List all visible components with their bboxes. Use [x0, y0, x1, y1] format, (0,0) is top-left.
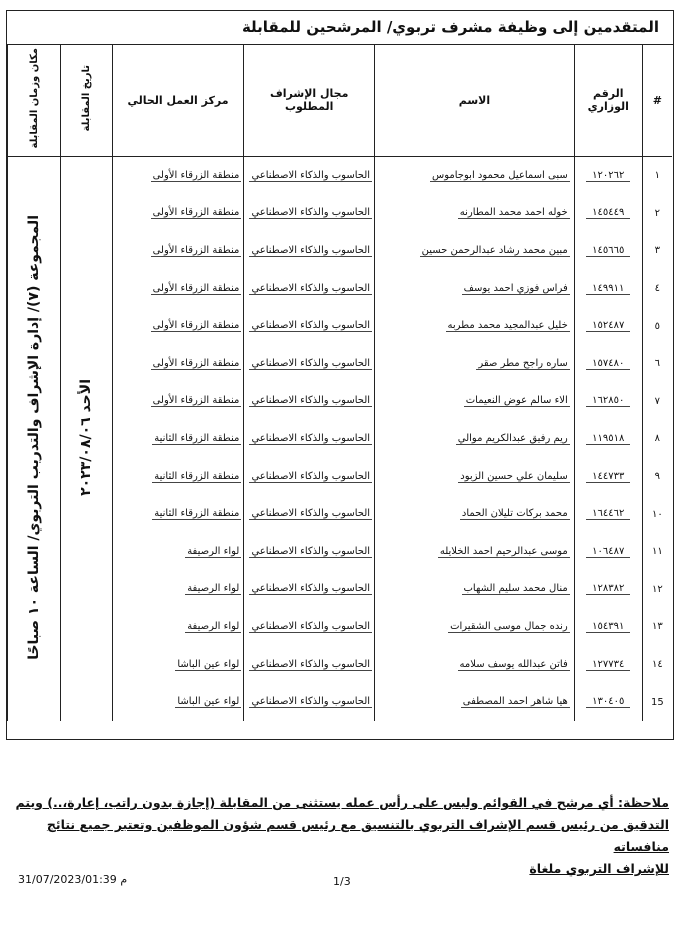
- row-id: ١٢٧٧٣٤: [586, 659, 630, 671]
- row-id: ١٣٠٤٠٥: [586, 696, 630, 708]
- row-field: الحاسوب والذكاء الاصطناعي: [251, 207, 371, 219]
- row-num: ١٣: [642, 608, 672, 646]
- row-name: موسى عبدالرحيم احمد الخلايله: [439, 545, 568, 557]
- row-center: لواء الرصيفة: [187, 583, 240, 595]
- interview-place: المجموعة (٧)/ إدارة الإشراف والتدريب التربوي/ الساعة ١٠ صباحًا: [26, 215, 43, 660]
- note-line: للإشراف التربوي ملغاة: [529, 861, 669, 876]
- footer-page-number: 1/3: [333, 875, 351, 888]
- row-center: منطقة الزرقاء الأولى: [152, 244, 240, 256]
- header-field: مجال الإشراف المطلوب: [244, 44, 375, 157]
- table-header-row: [8, 44, 673, 157]
- row-name: فاتن عبدالله يوسف سلامه: [459, 658, 568, 670]
- header-place-cell: [8, 44, 61, 157]
- row-name: محمد بركات تليلان الحماد: [461, 508, 568, 520]
- row-name: خليل عبدالمجيد محمد مطربه: [447, 320, 568, 332]
- row-num: ٣: [642, 232, 672, 270]
- row-name: الاء سالم عوض النعيمات: [465, 395, 568, 407]
- row-id: ١٤٥٦٦٥: [586, 245, 630, 257]
- row-id: ١٢٨٣٨٢: [586, 583, 630, 595]
- note-paragraph: [10, 792, 669, 880]
- row-field: الحاسوب والذكاء الاصطناعي: [251, 658, 371, 670]
- row-field: الحاسوب والذكاء الاصطناعي: [251, 169, 371, 181]
- row-id: ١١٩٥١٨: [586, 433, 630, 445]
- row-center: منطقة الزرقاء الأولى: [152, 320, 240, 332]
- row-num: ١: [642, 157, 672, 195]
- row-center: منطقة الزرقاء الثانية: [154, 470, 240, 482]
- row-name: خوله احمد محمد المطارنه: [459, 207, 568, 219]
- note-line: ملاحظة: أي مرشح في القوائم وليس على رأس عمله يستثنى من المقابلة (إجازة بدون راتب، إعارة،..) ويتم: [15, 795, 669, 810]
- row-center: لواء عين الباشا: [177, 658, 240, 670]
- row-id: ١٥٢٤٨٧: [586, 320, 630, 332]
- row-name: سبى اسماعيل محمود ابوجاموس: [432, 169, 568, 181]
- row-num: ٧: [642, 383, 672, 421]
- row-id: ١٠٦٤٨٧: [586, 546, 630, 558]
- footer-timestamp: 31/07/2023/01:39 م: [18, 873, 128, 886]
- row-field: الحاسوب والذكاء الاصطناعي: [251, 583, 371, 595]
- row-center: منطقة الزرقاء الثانية: [154, 432, 240, 444]
- row-field: الحاسوب والذكاء الاصطناعي: [251, 282, 371, 294]
- row-name: منال محمد سليم الشهاب: [463, 583, 568, 595]
- row-num: ٥: [642, 307, 672, 345]
- row-field: الحاسوب والذكاء الاصطناعي: [251, 508, 371, 520]
- header-date-cell: [61, 44, 112, 157]
- row-center: لواء الرصيفة: [187, 545, 240, 557]
- row-num: 15: [642, 683, 672, 721]
- row-name: مبين محمد رشاد عبدالرحمن حسين: [421, 244, 568, 256]
- row-center: منطقة الزرقاء الأولى: [152, 282, 240, 294]
- row-center: منطقة الزرقاء الأولى: [152, 207, 240, 219]
- row-num: ٨: [642, 420, 672, 458]
- row-num: ٤: [642, 270, 672, 308]
- row-id: ١٤٤٧٣٣: [586, 471, 630, 483]
- row-id: ١٢٠٢٦٢: [586, 170, 630, 182]
- row-num: ١٢: [642, 571, 672, 609]
- row-field: الحاسوب والذكاء الاصطناعي: [251, 545, 371, 557]
- row-name: ريم رفيق عبدالكريم موالي: [457, 432, 568, 444]
- header-place: مكان وزمان المقابلة: [28, 48, 40, 149]
- interview-date: الأحد ٢٠٢٣/٠٨/٠٦: [78, 379, 95, 496]
- row-num: ١٤: [642, 646, 672, 684]
- row-id: ١٥٤٣٩١: [586, 621, 630, 633]
- row-field: الحاسوب والذكاء الاصطناعي: [251, 244, 371, 256]
- row-field: الحاسوب والذكاء الاصطناعي: [251, 620, 371, 632]
- row-num: ٩: [642, 458, 672, 496]
- row-name: فراس فوزي احمد يوسف: [463, 282, 568, 294]
- row-field: الحاسوب والذكاء الاصطناعي: [251, 696, 371, 708]
- page-title: المتقدمين إلى وظيفة مشرف تربوي/ المرشحين للمقابلة: [7, 11, 673, 45]
- row-field: الحاسوب والذكاء الاصطناعي: [251, 320, 371, 332]
- row-id: ١٤٥٤٤٩: [586, 207, 630, 219]
- table-row: [8, 157, 673, 195]
- row-num: ٢: [642, 195, 672, 233]
- row-id: ١٤٩٩١١: [586, 283, 630, 295]
- row-field: الحاسوب والذكاء الاصطناعي: [251, 357, 371, 369]
- row-num: ١١: [642, 533, 672, 571]
- date-cell: [61, 157, 112, 721]
- row-center: منطقة الزرقاء الأولى: [152, 169, 240, 181]
- header-num: #: [642, 44, 672, 157]
- row-center: منطقة الزرقاء الأولى: [152, 357, 240, 369]
- candidates-table: [7, 44, 672, 721]
- row-center: منطقة الزرقاء الأولى: [152, 395, 240, 407]
- row-name: هيا شاهر احمد المصطفى: [462, 696, 568, 708]
- row-field: الحاسوب والذكاء الاصطناعي: [251, 432, 371, 444]
- row-num: ١٠: [642, 495, 672, 533]
- row-center: لواء عين الباشا: [177, 696, 240, 708]
- row-field: الحاسوب والذكاء الاصطناعي: [251, 395, 371, 407]
- header-date: تاريخ المقابلة: [80, 65, 92, 132]
- row-name: ساره راجح مطر صقر: [478, 357, 568, 369]
- row-id: ١٦٤٤٦٢: [586, 508, 630, 520]
- header-id: الرقم الوزاري: [574, 44, 642, 157]
- row-num: ٦: [642, 345, 672, 383]
- row-id: ١٥٧٤٨٠: [586, 358, 630, 370]
- header-center: مركز العمل الحالي: [112, 44, 244, 157]
- row-id: ١٦٢٨٥٠: [586, 395, 630, 407]
- row-name: سليمان علي حسين الزبود: [460, 470, 568, 482]
- document-sheet: [6, 10, 674, 740]
- header-name: الاسم: [375, 44, 575, 157]
- row-center: لواء الرصيفة: [187, 620, 240, 632]
- row-field: الحاسوب والذكاء الاصطناعي: [251, 470, 371, 482]
- place-cell: [8, 157, 61, 721]
- row-center: منطقة الزرقاء الثانية: [154, 508, 240, 520]
- note-line: التدقيق من رئيس قسم الإشراف التربوي بالتنسيق مع رئيس قسم شؤون الموظفين وتعتبر جميع نتائج منافساته: [46, 817, 669, 854]
- row-name: رنده جمال موسى الشقيرات: [450, 620, 568, 632]
